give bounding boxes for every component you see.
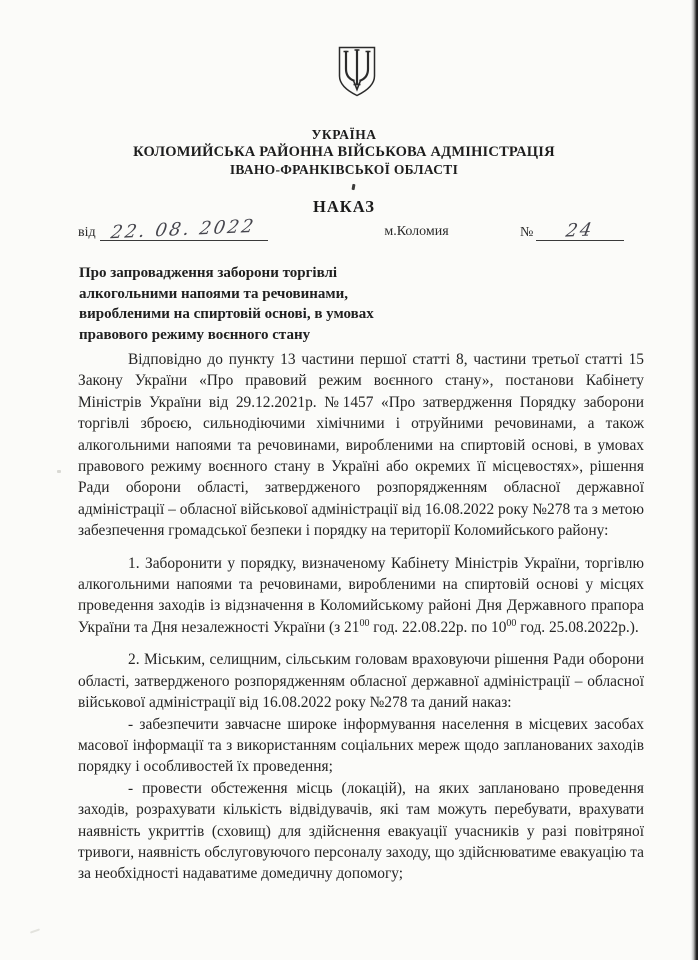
time-superscript: 00 [359,617,370,629]
order-subject [79,263,374,345]
intro-paragraph: Відповідно до пункту 13 частини першої статті 8, частини третьої статті 15 Закону України «Про правовий режим воєнного стану», постанови Кабінету Міністрів України від 29.12.2021р. №1457 «Про затвердження Порядку заборони торгівлі зброєю, сильнодіючими хімічними і отруйними речовинами, а також алкогольними напоями та речовинами, виробленими на спиртовій основі, в умовах правового режиму воєнного стану в Україні або окремих її місцевостях», рішення Ради оборони області, затвердженого розпорядженням обласної державної адміністрації – обласної військової адміністрації від 16.08.2022 року №278 та з метою забезпечення громадської безпеки і порядку на території Коломийського району: [78,351,644,540]
subject-line: правового режиму воєнного стану [79,326,311,343]
order-item-2: 2. Міським, селищним, сільським головам враховуючи рішення Ради оборони області, затвердженого розпорядженням обласної державної адміністрації – обласної військової адміністрації від 16.08.2022 року №278 та даний наказ: [78,651,644,712]
order-item-2-bullet-1: - забезпечити завчасне широке інформування населення в місцевих засобах масової інформації та з використанням соціальних мереж щодо запланованих заходів порядку і особливостей їх проведення; [78,715,644,776]
order-item-1-text: год. 25.08.2022р.). [516,618,639,636]
scan-speck [57,470,61,473]
scanner-edge-shadow [691,0,698,960]
number-blank-line [536,219,624,242]
date-blank-line [100,215,268,244]
country-title: УКРАЇНА [311,127,377,142]
subject-line: виробленими на спиртовій основі, в умовах [79,306,374,322]
subject-line: алкогольними напоями та речовинами, [79,285,349,302]
document-type-title: НАКАЗ [313,197,375,216]
order-item-1-text: год. 22.08.22р. по 10 [369,618,507,636]
order-item-2-bullet-2: - провести обстеження місць (локацій), на яких заплановано проведення заходів, розрахувати кількість відвідувачів, які там можуть перебувати, врахувати наявність укриттів (сховищ) для здійснення евакуації учасників у разі повітряної тривоги, наявність обслуговуючого персоналу заходу, що здійснюватиме евакуацію та за необхідності надаватиме домедичну допомогу; [78,779,644,883]
date-label: від [78,225,96,240]
time-superscript: 00 [506,617,517,629]
place-label: м.Коломия [384,224,449,239]
order-body [78,349,644,885]
date-value-handwritten: 22. 08. 2022 [109,215,258,244]
subject-line: Про запровадження заборони торгівлі [79,265,338,281]
order-item-1 [78,553,644,639]
date-field [78,215,313,244]
organization-region: ІВАНО-ФРАНКІВСЬКОЇ ОБЛАСТІ [229,162,459,177]
number-field [520,219,640,242]
number-label: № [520,225,534,240]
date-place-number-row [78,215,640,244]
scan-speck [352,184,356,190]
order-item-1-text: 1. Заборонити у порядку, визначеному Кабінету Міністрів України, торгівлю алкогольними напоями та речовинами, виробленими на спиртовій основі у місцях проведення заходів із відзначення в Коломийському районі Дня Державного прапора України та Дня незалежності України (з 21 [78,554,644,636]
scan-speck [30,928,40,933]
ukraine-trident-emblem-icon [337,46,377,102]
document-header [20,127,668,178]
number-value-handwritten: 24 [564,219,597,242]
organization-name: КОЛОМИЙСЬКА РАЙОННА ВІЙСЬКОВА АДМІНІСТРАЦІЯ [133,144,555,160]
